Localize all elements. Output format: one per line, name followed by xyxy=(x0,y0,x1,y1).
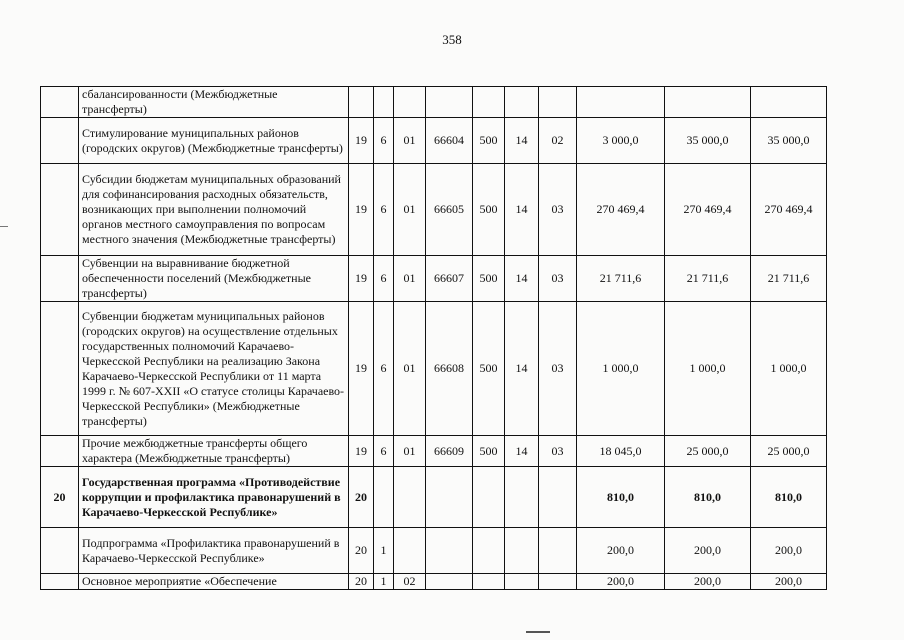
amount-3: 25 000,0 xyxy=(751,436,827,467)
code-direction xyxy=(426,528,473,574)
code-subprogram: 6 xyxy=(374,436,394,467)
amount-1: 18 045,0 xyxy=(577,436,665,467)
row-name: Основное мероприятие «Обеспечение xyxy=(79,574,349,590)
code-program: 20 xyxy=(349,528,374,574)
amount-1 xyxy=(577,87,665,118)
code-section: 14 xyxy=(505,164,539,256)
amount-1: 200,0 xyxy=(577,528,665,574)
table-row xyxy=(41,467,827,528)
code-expense-type xyxy=(473,87,505,118)
code-event: 01 xyxy=(394,164,426,256)
code-subsection: 02 xyxy=(539,118,577,164)
code-event: 01 xyxy=(394,256,426,302)
table-row xyxy=(41,436,827,467)
table-row xyxy=(41,118,827,164)
amount-1: 200,0 xyxy=(577,574,665,590)
amount-2: 25 000,0 xyxy=(665,436,751,467)
code-event xyxy=(394,528,426,574)
code-subprogram: 1 xyxy=(374,574,394,590)
amount-2: 270 469,4 xyxy=(665,164,751,256)
code-subprogram: 6 xyxy=(374,118,394,164)
code-expense-type: 500 xyxy=(473,256,505,302)
amount-2: 200,0 xyxy=(665,574,751,590)
code-program xyxy=(349,87,374,118)
row-name: Субвенции бюджетам муниципальных районов (городских округов) на осуществление отдельных государственных полномочий Карачаево-Черкесской Республики на реализацию Закона Карачаево-Черкесской Республики от 11 марта 1999 г. № 607-XXII «О статусе столицы Карачаево-Черкесской Республики» (Межбюджетные трансферты) xyxy=(79,302,349,436)
code-subprogram xyxy=(374,467,394,528)
code-section xyxy=(505,467,539,528)
code-event xyxy=(394,467,426,528)
amount-2: 810,0 xyxy=(665,467,751,528)
code-event: 01 xyxy=(394,302,426,436)
row-name: Субсидии бюджетам муниципальных образований для софинансирования расходных обязательств, возникающих при выполнении полномочий органов местного самоуправления по вопросам местного значения (Межбюджетные трансферты) xyxy=(79,164,349,256)
code-direction: 66607 xyxy=(426,256,473,302)
code-event: 01 xyxy=(394,436,426,467)
code-subsection: 03 xyxy=(539,164,577,256)
code-program: 19 xyxy=(349,118,374,164)
amount-1: 3 000,0 xyxy=(577,118,665,164)
amount-1: 21 711,6 xyxy=(577,256,665,302)
code-expense-type: 500 xyxy=(473,436,505,467)
code-subprogram xyxy=(374,87,394,118)
code-section: 14 xyxy=(505,436,539,467)
table-row xyxy=(41,256,827,302)
row-name: Субвенции на выравнивание бюджетной обеспеченности поселений (Межбюджетные трансферты) xyxy=(79,256,349,302)
code-subsection xyxy=(539,574,577,590)
row-name: Подпрограмма «Профилактика правонарушений в Карачаево-Черкесской Республике» xyxy=(79,528,349,574)
code-subprogram: 6 xyxy=(374,164,394,256)
code-expense-type xyxy=(473,467,505,528)
code-expense-type: 500 xyxy=(473,164,505,256)
code-direction: 66605 xyxy=(426,164,473,256)
code-subsection xyxy=(539,528,577,574)
budget-table xyxy=(40,86,827,590)
page-number: 358 xyxy=(442,32,462,47)
amount-2: 35 000,0 xyxy=(665,118,751,164)
amount-2: 21 711,6 xyxy=(665,256,751,302)
amount-3: 270 469,4 xyxy=(751,164,827,256)
code-program: 19 xyxy=(349,436,374,467)
code-direction: 66604 xyxy=(426,118,473,164)
code-subprogram: 6 xyxy=(374,256,394,302)
code-subprogram: 1 xyxy=(374,528,394,574)
code-program: 19 xyxy=(349,302,374,436)
amount-3: 21 711,6 xyxy=(751,256,827,302)
code-section xyxy=(505,574,539,590)
code-subsection: 03 xyxy=(539,436,577,467)
amount-3: 810,0 xyxy=(751,467,827,528)
row-name: сбалансированности (Межбюджетные трансферты) xyxy=(79,87,349,118)
amount-1: 810,0 xyxy=(577,467,665,528)
code-subsection: 03 xyxy=(539,302,577,436)
amount-1: 1 000,0 xyxy=(577,302,665,436)
code-subsection xyxy=(539,87,577,118)
code-expense-type: 500 xyxy=(473,118,505,164)
row-number xyxy=(41,302,79,436)
table-row xyxy=(41,574,827,590)
code-direction: 66608 xyxy=(426,302,473,436)
row-number xyxy=(41,256,79,302)
code-section: 14 xyxy=(505,302,539,436)
amount-2: 200,0 xyxy=(665,528,751,574)
code-program: 20 xyxy=(349,574,374,590)
row-name: Прочие межбюджетные трансферты общего характера (Межбюджетные трансферты) xyxy=(79,436,349,467)
code-direction xyxy=(426,87,473,118)
amount-3: 1 000,0 xyxy=(751,302,827,436)
code-expense-type xyxy=(473,574,505,590)
code-direction xyxy=(426,574,473,590)
table-row xyxy=(41,164,827,256)
code-subprogram: 6 xyxy=(374,302,394,436)
code-section: 14 xyxy=(505,118,539,164)
code-direction xyxy=(426,467,473,528)
code-expense-type: 500 xyxy=(473,302,505,436)
code-section xyxy=(505,528,539,574)
row-number xyxy=(41,118,79,164)
table-body xyxy=(41,87,827,590)
row-number: 20 xyxy=(41,467,79,528)
row-number xyxy=(41,528,79,574)
code-program: 19 xyxy=(349,164,374,256)
table-row xyxy=(41,87,827,118)
row-number xyxy=(41,164,79,256)
row-number xyxy=(41,87,79,118)
amount-2 xyxy=(665,87,751,118)
amount-3: 200,0 xyxy=(751,574,827,590)
scan-edge-mark xyxy=(0,226,8,227)
table-row xyxy=(41,302,827,436)
scan-foot-mark xyxy=(526,631,550,633)
row-number xyxy=(41,436,79,467)
code-subsection xyxy=(539,467,577,528)
code-section: 14 xyxy=(505,256,539,302)
code-program: 20 xyxy=(349,467,374,528)
amount-3 xyxy=(751,87,827,118)
code-direction: 66609 xyxy=(426,436,473,467)
code-event: 01 xyxy=(394,118,426,164)
row-name: Государственная программа «Противодействие коррупции и профилактика правонарушений в Карачаево-Черкесской Республике» xyxy=(79,467,349,528)
code-event xyxy=(394,87,426,118)
table-row xyxy=(41,528,827,574)
amount-1: 270 469,4 xyxy=(577,164,665,256)
code-section xyxy=(505,87,539,118)
row-number xyxy=(41,574,79,590)
code-program: 19 xyxy=(349,256,374,302)
amount-3: 200,0 xyxy=(751,528,827,574)
code-subsection: 03 xyxy=(539,256,577,302)
amount-2: 1 000,0 xyxy=(665,302,751,436)
row-name: Стимулирование муниципальных районов (городских округов) (Межбюджетные трансферты) xyxy=(79,118,349,164)
code-expense-type xyxy=(473,528,505,574)
amount-3: 35 000,0 xyxy=(751,118,827,164)
code-event: 02 xyxy=(394,574,426,590)
